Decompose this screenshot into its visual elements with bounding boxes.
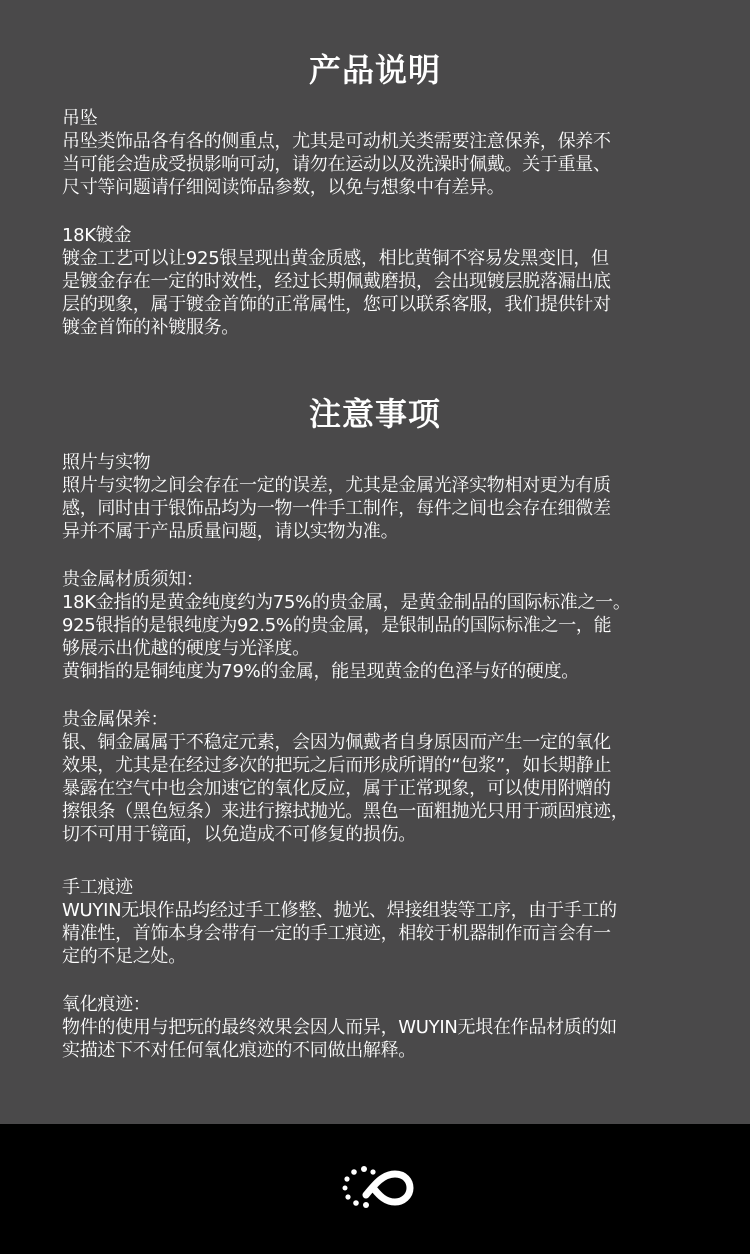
precious-metal-info-text-line: 18K金指的是黄金纯度约为75%的贵金属，是黄金制品的国际标准之一。 (62, 592, 631, 613)
precious-metal-info-text-line: 黄铜指的是铜纯度为79%的金属，能呈现黄金的色泽与好的硬度。 (62, 661, 580, 682)
metal-care-section (62, 708, 692, 846)
pendant-text-line: 尺寸等问题请仔细阅读饰品参数，以免与想象中有差异。 (62, 177, 505, 198)
precious-metal-info-heading: 贵金属材质须知： (62, 569, 204, 590)
oxidation-marks-text-line: 物件的使用与把玩的最终效果会因人而异，WUYIN无垠在作品材质的如 (62, 1017, 617, 1038)
photo-vs-real-text-line: 照片与实物之间会存在一定的误差，尤其是金属光泽实物相对更为有质 (62, 475, 611, 496)
handcraft-marks-section (62, 876, 692, 968)
handcraft-marks-text-line: 定的不足之处。 (62, 946, 186, 967)
metal-care-text-line: 擦银条（黑色短条）来进行擦拭抛光。黑色一面粗抛光只用于顽固痕迹， (62, 801, 629, 822)
handcraft-marks-text-line: WUYIN无垠作品均经过手工修整、抛光、焊接组装等工序，由于手工的 (62, 900, 617, 921)
precious-metal-info-text-line: 925银指的是银纯度为92.5%的贵金属，是银制品的国际标准之一，能 (62, 615, 612, 636)
metal-care-text-line: 切不可用于镜面，以免造成不可修复的损伤。 (62, 824, 416, 845)
handcraft-marks-heading: 手工痕迹 (62, 877, 133, 898)
metal-care-text-line: 效果，尤其是在经过多次的把玩之后而形成所谓的“包浆”，如长期静止 (62, 755, 612, 776)
gold-plating-heading: 18K镀金 (62, 225, 132, 246)
photo-vs-real-text-line: 感，同时由于银饰品均为一物一件手工制作，每件之间也会存在细微差 (62, 498, 611, 519)
precious-metal-info-text-line: 够展示出优越的硬度与光泽度。 (62, 638, 310, 659)
oxidation-marks-heading: 氧化痕迹： (62, 994, 151, 1015)
dotted-ring-loop-logo-icon (339, 1162, 415, 1212)
pendant-heading: 吊坠 (62, 108, 98, 129)
photo-vs-real-section (62, 451, 692, 543)
gold-plating-text-line: 镀金工艺可以让925银呈现出黄金质感，相比黄铜不容易发黑变旧，但 (62, 248, 609, 269)
oxidation-marks-section (62, 993, 692, 1062)
pendant-section (62, 107, 692, 199)
metal-care-text-line: 银、铜金属属于不稳定元素，会因为佩戴者自身原因而产生一定的氧化 (62, 732, 611, 753)
photo-vs-real-text-line: 异并不属于产品质量问题，请以实物为准。 (62, 521, 399, 542)
handcraft-marks-text-line: 精准性，首饰本身会带有一定的手工痕迹，相较于机器制作而言会有一 (62, 923, 611, 944)
gold-plating-section (62, 224, 692, 339)
gold-plating-text-line: 镀金首饰的补镀服务。 (62, 317, 239, 338)
oxidation-marks-text-line: 实描述下不对任何氧化痕迹的不同做出解释。 (62, 1040, 416, 1061)
product-description-title: 产品说明 (308, 51, 441, 89)
gold-plating-text-line: 是镀金存在一定的时效性，经过长期佩戴磨损，会出现镀层脱落漏出底 (62, 271, 611, 292)
metal-care-heading: 贵金属保养： (62, 709, 169, 730)
photo-vs-real-heading: 照片与实物 (62, 452, 151, 473)
gold-plating-text-line: 层的现象，属于镀金首饰的正常属性，您可以联系客服，我们提供针对 (62, 294, 611, 315)
pendant-text-line: 吊坠类饰品各有各的侧重点，尤其是可动机关类需要注意保养，保养不 (62, 131, 611, 152)
metal-care-text-line: 暴露在空气中也会加速它的氧化反应，属于正常现象，可以使用附赠的 (62, 778, 611, 799)
notes-title: 注意事项 (308, 395, 441, 433)
pendant-text-line: 当可能会造成受损影响可动，请勿在运动以及洗澡时佩戴。关于重量、 (62, 154, 611, 175)
precious-metal-info-section (62, 568, 692, 683)
